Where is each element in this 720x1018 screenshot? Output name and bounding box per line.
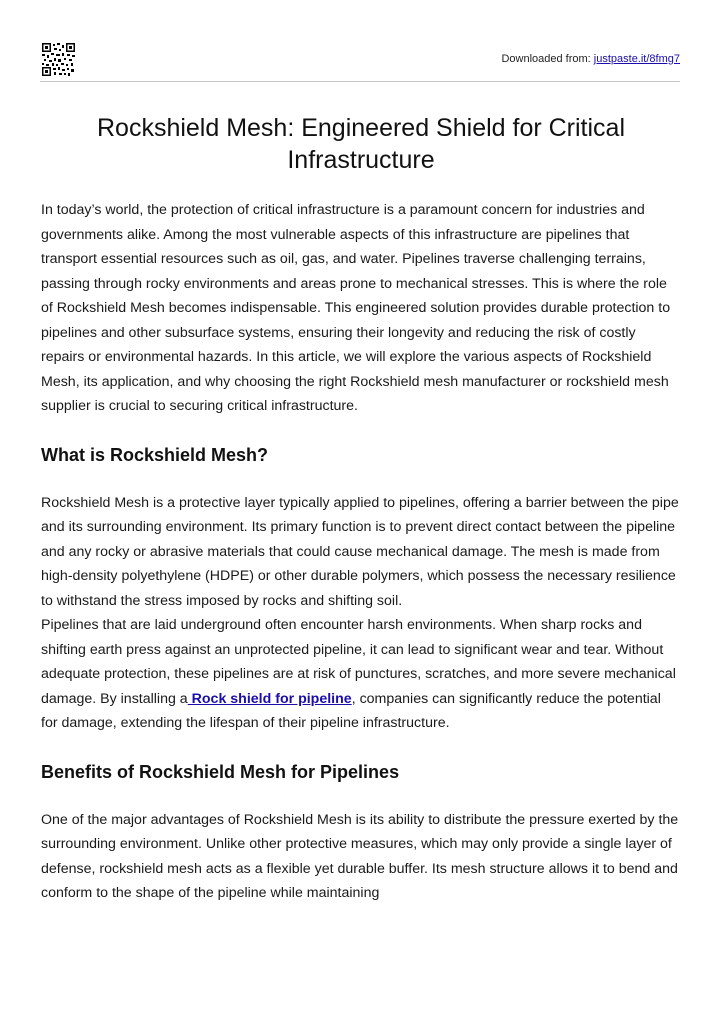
section2-paragraph-1: One of the major advantages of Rockshield Mesh is its ability to distribute the pressure exerted by the surrounding environment. Unlike other protective measures, which may only provide a single layer of defense, rockshield mesh acts as a flexible yet durable buffer. Its mesh structure allows it to bend and conform to the shape of the pipeline while maintaining <box>41 811 679 901</box>
section1-paragraph-1: Rockshield Mesh is a protective layer typically applied to pipelines, offering a barrier between the pipe and its surrounding environment. Its primary function is to prevent direct contact between the pipeline and any rocky or abrasive materials that could cause mechanical damage. The mesh is made from high-density polyethylene (HDPE) or other durable polymers, which possess the necessary resilience to withstand the stress imposed by rocks and shifting soil. <box>41 494 679 609</box>
section1-paragraph-2-before: Pipelines that are laid underground often encounter harsh environments. When sharp rocks and shifting earth press against an unprotected pipeline, it can lead to significant wear and tear. Without adequate protection, these pipelines are at risk of punctures, scratches, and more severe mechanical damage. By installing a <box>41 617 676 707</box>
section-heading-what-is: What is Rockshield Mesh? <box>41 444 269 465</box>
header-divider <box>40 81 680 82</box>
downloaded-label: Downloaded from: <box>501 53 594 65</box>
qr-code-icon <box>42 43 75 76</box>
article-title: Rockshield Mesh: Engineered Shield for Critical Infrastructure <box>96 114 626 174</box>
section-heading-benefits: Benefits of Rockshield Mesh for Pipelines <box>41 761 400 782</box>
download-source <box>501 52 680 66</box>
section1-paragraph-2 <box>41 613 681 736</box>
intro-paragraph: In today’s world, the protection of critical infrastructure is a paramount concern for industries and governments alike. Among the most vulnerable aspects of this infrastructure are pipelines that transport essential resources such as oil, gas, and water. Pipelines traverse challenging terrains, passing through rocky environments and areas prone to mechanical stresses. This is where the role of Rockshield Mesh becomes indispensable. This engineered solution provides durable protection to pipelines and other subsurface systems, ensuring their longevity and reducing the risk of costly repairs or environmental hazards. In this article, we will explore the various aspects of Rockshield Mesh, its application, and why choosing the right Rockshield mesh manufacturer or rockshield mesh supplier is crucial to securing critical infrastructure. <box>41 202 671 414</box>
rock-shield-link[interactable]: Rock shield for pipeline <box>187 690 352 707</box>
source-link[interactable]: justpaste.it/8fmg7 <box>593 53 680 65</box>
article <box>41 112 681 906</box>
section1-paragraph-2-after: , companies can significantly reduce the potential for damage, extending the lifespan of their pipeline infrastructure. <box>41 690 661 731</box>
